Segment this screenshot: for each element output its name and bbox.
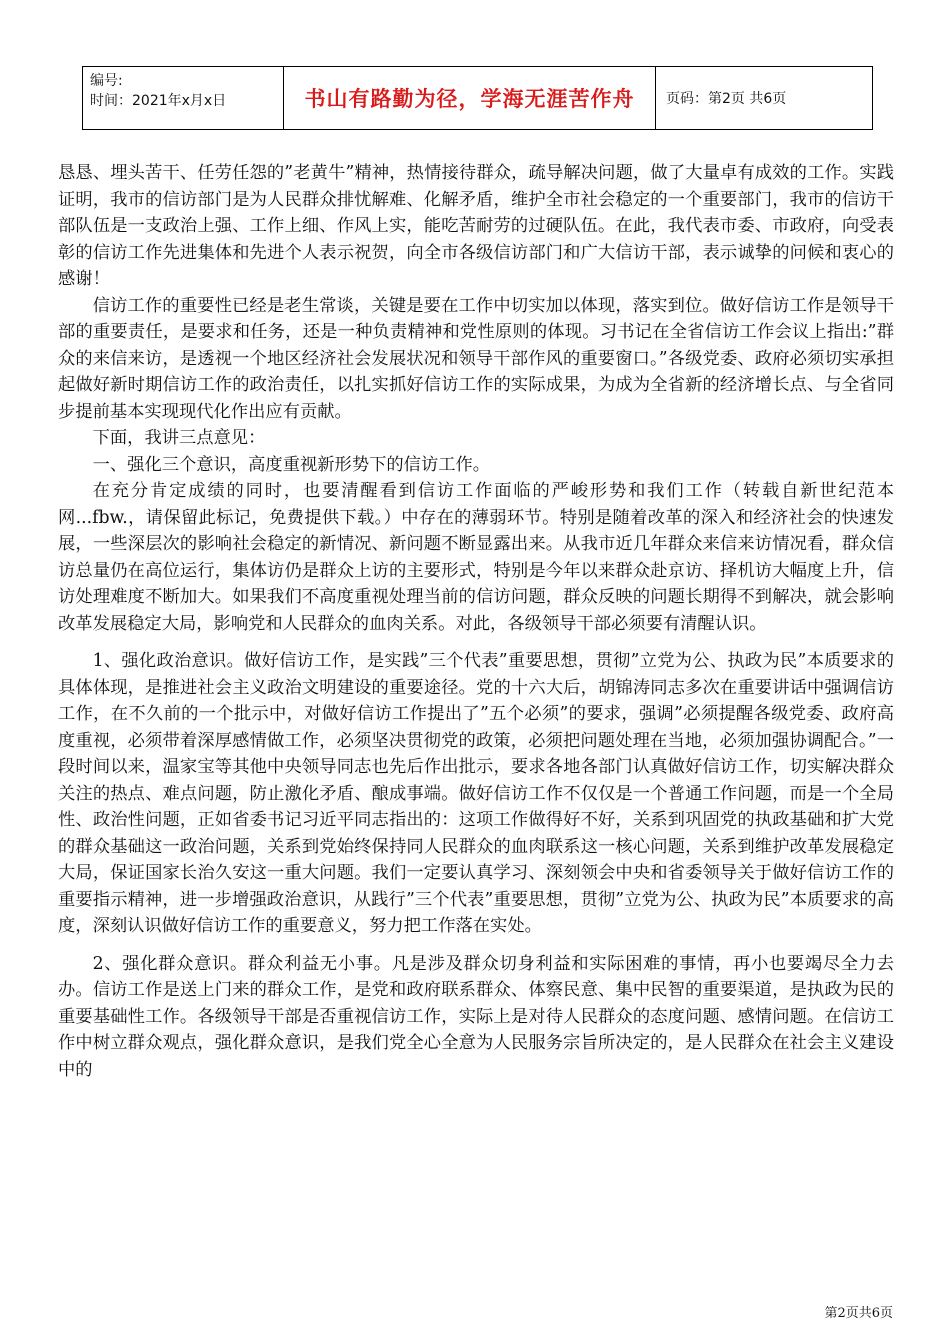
- page-footer: 第2页共6页: [824, 1306, 893, 1321]
- header-motto-cell: [284, 67, 656, 129]
- header-meta-cell: [83, 67, 284, 129]
- document-body: [58, 160, 894, 1083]
- page-code: 页码：第2页 共6页: [666, 91, 787, 107]
- paragraph-importance: 信访工作的重要性已经是老生常谈，关键是要在工作中切实加以体现，落实到位。做好信访工作是领导干部的重要责任，是要求和任务，还是一种负责精神和党性原则的体现。习书记在全省信访工作会议上指出:”群众的来信来访，是透视一个地区经济社会发展状况和领导干部作风的重要窗口。”各级党委、政府必须切实承担起做好新时期信访工作的政治责任，以扎实抓好信访工作的实际成果，为成为全省新的经济增长点、与全省同步提前基本实现现代化作出应有贡献。: [58, 295, 894, 422]
- serial-label: 编号:: [90, 73, 123, 89]
- paragraph-mass-awareness: 2、强化群众意识。群众利益无小事。凡是涉及群众切身利益和实际困难的事情，再小也要竭尽全力去办。信访工作是送上门来的群众工作，是党和政府联系群众、体察民意、集中民智的重要渠道，是执政为民的重要基础性工作。各级领导干部是否重视信访工作，实际上是对待人民群众的态度问题、感情问题。在信访工作中树立群众观点，强化群众意识，是我们党全心全意为人民服务宗旨所决定的，是人民群众在社会主义建设中的: [58, 953, 894, 1080]
- paragraph-political-awareness: 1、强化政治意识。做好信访工作，是实践”三个代表”重要思想，贯彻”立党为公、执政为民”本质要求的具体体现，是推进社会主义政治文明建设的重要途径。党的十六大后，胡锦涛同志多次在重要讲话中强调信访工作，在不久前的一个批示中，对做好信访工作提出了”五个必须”的要求，强调”必须提醒各级党委、政府高度重视，必须带着深厚感情做工作，必须坚决贯彻党的政策，必须把问题处理在当地，必须加强协调配合。”一段时间以来，温家宝等其他中央领导同志也先后作出批示，要求各地各部门认真做好信访工作，切实解决群众关注的热点、难点问题，防止激化矛盾、酿成事端。做好信访工作不仅仅是一个普通工作问题，而是一个全局性、政治性问题，正如省委书记习近平同志指出的：这项工作做得好不好，关系到巩固党的执政基础和扩大党的群众基础这一政治问题，关系到党始终保持同人民群众的血肉联系这一核心问题，关系到维护改革发展稳定大局，保证国家长治久安这一重大问题。我们一定要认真学习、深刻领会中央和省委领导关于做好信访工作的重要指示精神，进一步增强政治意识，从践行”三个代表”重要思想，贯彻”立党为公、执政为民”本质要求的高度，深刻认识做好信访工作的重要意义，努力把工作落在实处。: [58, 651, 894, 936]
- motto-text: 书山有路勤为径，学海无涯苦作舟: [304, 87, 635, 111]
- paragraph-situation: 在充分肯定成绩的同时，也要清醒看到信访工作面临的严峻形势和我们工作（转载自新世纪范本网...fbw.，请保留此标记，免费提供下载。）中存在的薄弱环节。特别是随着改革的深入和经济社会的快速发展，一些深层次的影响社会稳定的新情况、新问题不断显露出来。从我市近几年群众来信来访情况看，群众信访总量仍在高位运行，集体访仍是群众上访的主要形式，特别是今年以来群众赴京访、择机访大幅度上升，信访处理难度不断加大。如果我们不高度重视处理当前的信访问题，群众反映的问题长期得不到解决，就会影响改革发展稳定大局，影响党和人民群众的血肉关系。对此，各级领导干部必须要有清醒认识。: [58, 481, 894, 634]
- section-heading-1: 一、强化三个意识，高度重视新形势下的信访工作。: [92, 454, 491, 475]
- paragraph-intro: 下面，我讲三点意见：: [92, 428, 266, 448]
- header-page-cell: [656, 67, 872, 129]
- time-label: 时间：2021年x月x日: [90, 93, 227, 109]
- page-header-table: [82, 66, 873, 130]
- paragraph-continuation: 恳恳、埋头苦干、任劳任怨的”老黄牛”精神，热情接待群众，疏导解决问题，做了大量卓有成效的工作。实践证明，我市的信访部门是为人民群众排忧解难、化解矛盾，维护全市社会稳定的一个重要部门，我市的信访干部队伍是一支政治上强、工作上细、作风上实，能吃苦耐劳的过硬队伍。在此，我代表市委、市政府，向受表彰的信访工作先进集体和先进个人表示祝贺，向全市各级信访部门和广大信访干部，表示诚挚的问候和衷心的感谢！: [58, 163, 894, 289]
